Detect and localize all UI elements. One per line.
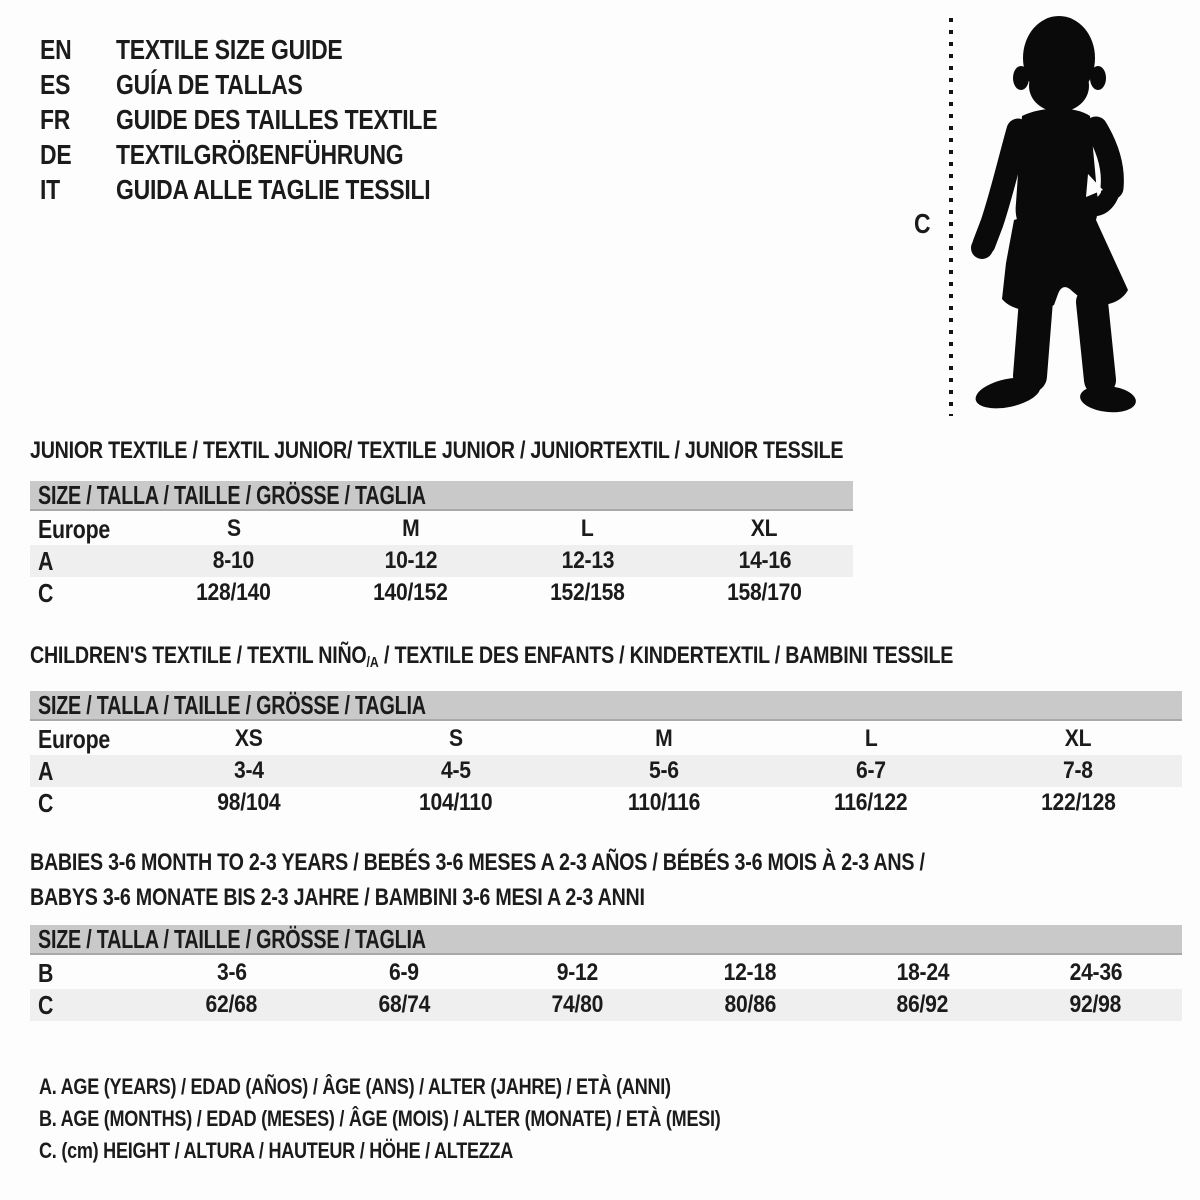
language-code-text: EN: [40, 33, 72, 65]
size-value-cell: [322, 547, 499, 575]
size-value: 62/68: [205, 991, 258, 1018]
size-value: 8-10: [212, 547, 255, 574]
size-value-cell: [145, 579, 322, 607]
language-row: [40, 102, 508, 137]
language-title-text: GUIDA ALLE TAGLIE TESSILI: [116, 173, 431, 205]
row-label: [30, 788, 145, 819]
row-label-text: A: [38, 755, 54, 786]
language-code: [40, 104, 116, 136]
language-code: [40, 69, 116, 101]
language-row: [40, 172, 508, 207]
row-label-text: Europe: [38, 723, 110, 754]
size-value-cell: [145, 789, 352, 817]
size-table-rows: [30, 957, 1182, 1021]
language-row: [40, 137, 508, 172]
row-label-text: C: [38, 787, 54, 818]
section-heading-junior: [30, 433, 1022, 468]
size-value-cell: [560, 725, 767, 753]
size-value-cell: [1009, 991, 1182, 1019]
legend-line-text: B. AGE (MONTHS) / EDAD (MESES) / ÂGE (MOIS) / ALTER (MONATE) / ETÀ (MESI): [39, 1106, 721, 1131]
language-title: [116, 104, 508, 136]
size-value: 116/122: [834, 789, 908, 816]
size-header-bar: [30, 691, 1182, 721]
size-value: 74/80: [551, 991, 603, 1018]
size-value-cell: [836, 959, 1009, 987]
size-value-cell: [767, 725, 974, 753]
size-value: 140/152: [373, 579, 448, 606]
size-value: XL: [1065, 725, 1092, 752]
row-label: [30, 514, 145, 545]
legend-line-text: C. (cm) HEIGHT / ALTURA / HAUTEUR / HÖHE / ALTEZZA: [39, 1138, 514, 1163]
size-value: S: [226, 515, 241, 542]
size-value-cell: [676, 579, 853, 607]
language-code: [40, 34, 116, 66]
size-header-bar: [30, 925, 1182, 955]
legend-line-text: A. AGE (YEARS) / EDAD (AÑOS) / ÂGE (ANS) / ALTER (JAHRE) / ETÀ (ANNI): [39, 1074, 671, 1099]
language-title: [116, 34, 392, 66]
row-label: [30, 990, 145, 1021]
legend-block: [39, 1071, 870, 1167]
size-value: L: [864, 725, 878, 752]
size-value-cell: [352, 757, 559, 785]
size-value-cell: [560, 789, 767, 817]
size-table-row: [30, 545, 853, 577]
size-value: 24-36: [1069, 959, 1122, 986]
size-value: 18-24: [896, 959, 950, 986]
size-value: 152/158: [550, 579, 625, 606]
size-value-cell: [352, 789, 559, 817]
size-value: 80/86: [724, 991, 776, 1018]
size-value-cell: [145, 725, 352, 753]
size-table-row: [30, 723, 1182, 755]
size-value: 5-6: [648, 757, 679, 784]
size-value-cell: [767, 789, 974, 817]
size-table-row: [30, 787, 1182, 819]
language-title-text: GUÍA DE TALLAS: [116, 68, 303, 100]
size-value-cell: [836, 991, 1009, 1019]
size-table-row: [30, 755, 1182, 787]
size-value-cell: [663, 959, 836, 987]
heading-text: BABIES 3-6 MONTH TO 2-3 YEARS / BEBÉS 3-6 MESES A 2-3 AÑOS / BÉBÉS 3-6 MOIS À 2-3 ANS /: [30, 849, 925, 876]
size-value-cell: [145, 991, 318, 1019]
size-value-cell: [676, 547, 853, 575]
language-code-text: IT: [40, 173, 60, 205]
row-label: [30, 958, 145, 989]
language-title-text: GUIDE DES TAILLES TEXTILE: [116, 103, 438, 135]
size-value: 6-7: [856, 757, 886, 784]
size-value: M: [654, 725, 673, 752]
size-table-row: [30, 957, 1182, 989]
size-value: M: [401, 515, 420, 542]
row-label-text: A: [38, 545, 54, 576]
size-value-cell: [1009, 959, 1182, 987]
size-header-bar: [30, 481, 853, 511]
size-value: 12-18: [723, 959, 777, 986]
size-table-row: [30, 577, 853, 609]
language-title-text: TEXTILE SIZE GUIDE: [116, 33, 343, 65]
row-label: [30, 578, 145, 609]
size-value: XL: [751, 515, 778, 542]
size-value: 92/98: [1069, 991, 1122, 1018]
row-label: [30, 756, 145, 787]
size-value: 12-13: [561, 547, 614, 574]
heading-text-line2: BABYS 3-6 MONATE BIS 2-3 JAHRE / BAMBINI 3-6 MESI A 2-3 ANNI: [30, 884, 645, 911]
size-value: 128/140: [196, 579, 271, 606]
size-value: 68/74: [378, 991, 431, 1018]
language-code: [40, 174, 116, 206]
size-value-cell: [499, 515, 676, 543]
size-value-cell: [145, 515, 322, 543]
size-value: 122/128: [1041, 789, 1116, 816]
size-table-children: [30, 691, 1182, 819]
section-heading-babies: [30, 845, 1121, 915]
legend-line: [39, 1103, 870, 1135]
language-title-text: TEXTILGRÖßENFÜHRUNG: [116, 138, 404, 170]
size-value-cell: [975, 725, 1182, 753]
language-code: [40, 139, 116, 171]
size-header-label: SIZE / TALLA / TAILLE / GRÖSSE / TAGLIA: [38, 479, 426, 510]
size-value: 3-6: [216, 959, 247, 986]
size-value: 10-12: [384, 547, 437, 574]
size-value: 6-9: [389, 959, 420, 986]
size-value: 9-12: [556, 959, 598, 986]
size-value: 86/92: [896, 991, 949, 1018]
language-title-block: [40, 32, 508, 207]
heading-subscript: /A: [366, 654, 379, 671]
row-label: [30, 546, 145, 577]
size-value-cell: [318, 959, 491, 987]
language-row: [40, 67, 508, 102]
size-value: 4-5: [441, 757, 471, 784]
size-value-cell: [676, 515, 853, 543]
size-value-cell: [491, 991, 664, 1019]
size-header-label: SIZE / TALLA / TAILLE / GRÖSSE / TAGLIA: [38, 923, 426, 954]
size-table-row: [30, 989, 1182, 1021]
row-label-text: C: [38, 989, 54, 1020]
size-value: XS: [234, 725, 263, 752]
size-value: 110/116: [627, 789, 700, 816]
size-table-babies: [30, 925, 1182, 1021]
size-value-cell: [491, 959, 664, 987]
language-code-text: FR: [40, 103, 71, 135]
size-value: 158/170: [727, 579, 802, 606]
size-value-cell: [767, 757, 974, 785]
size-value-cell: [499, 547, 676, 575]
language-title: [116, 174, 499, 206]
height-measure-label: C: [914, 208, 931, 239]
size-table-row: [30, 513, 853, 545]
size-value-cell: [499, 579, 676, 607]
size-value-cell: [322, 515, 499, 543]
size-header-label: SIZE / TALLA / TAILLE / GRÖSSE / TAGLIA: [38, 689, 426, 720]
size-value-cell: [975, 789, 1182, 817]
size-value-cell: [352, 725, 559, 753]
size-value-cell: [145, 547, 322, 575]
language-title: [116, 139, 467, 171]
legend-line: [39, 1071, 870, 1103]
toddler-silhouette-image: [962, 8, 1152, 418]
size-value-cell: [975, 757, 1182, 785]
language-row: [40, 32, 508, 67]
size-value: 14-16: [738, 547, 791, 574]
heading-text: CHILDREN'S TEXTILE / TEXTIL NIÑO: [30, 642, 367, 669]
row-label-text: C: [38, 577, 54, 608]
size-value: L: [581, 515, 594, 542]
size-value-cell: [145, 959, 318, 987]
row-label-text: Europe: [38, 513, 110, 544]
language-code-text: ES: [40, 68, 71, 100]
size-value: 98/104: [217, 789, 281, 816]
size-value-cell: [322, 579, 499, 607]
section-heading-children: [30, 638, 1156, 676]
heading-text: / TEXTILE DES ENFANTS / KINDERTEXTIL / BAMBINI TESSILE: [378, 642, 954, 669]
legend-line: [39, 1135, 870, 1167]
heading-text: JUNIOR TEXTILE / TEXTIL JUNIOR/ TEXTILE JUNIOR / JUNIORTEXTIL / JUNIOR TESSILE: [30, 437, 844, 464]
row-label: [30, 724, 145, 755]
size-value-cell: [318, 991, 491, 1019]
size-value: 7-8: [1063, 757, 1094, 784]
size-table-junior: [30, 481, 853, 609]
language-code-text: DE: [40, 138, 72, 170]
row-label-text: B: [38, 957, 54, 988]
size-table-rows: [30, 723, 1182, 819]
size-value: 3-4: [233, 757, 264, 784]
size-value-cell: [560, 757, 767, 785]
language-title: [116, 69, 344, 101]
size-value: S: [449, 725, 464, 752]
size-value-cell: [145, 757, 352, 785]
size-value: 104/110: [419, 789, 493, 816]
size-table-rows: [30, 513, 853, 609]
height-dashed-line: [949, 18, 953, 416]
size-value-cell: [663, 991, 836, 1019]
